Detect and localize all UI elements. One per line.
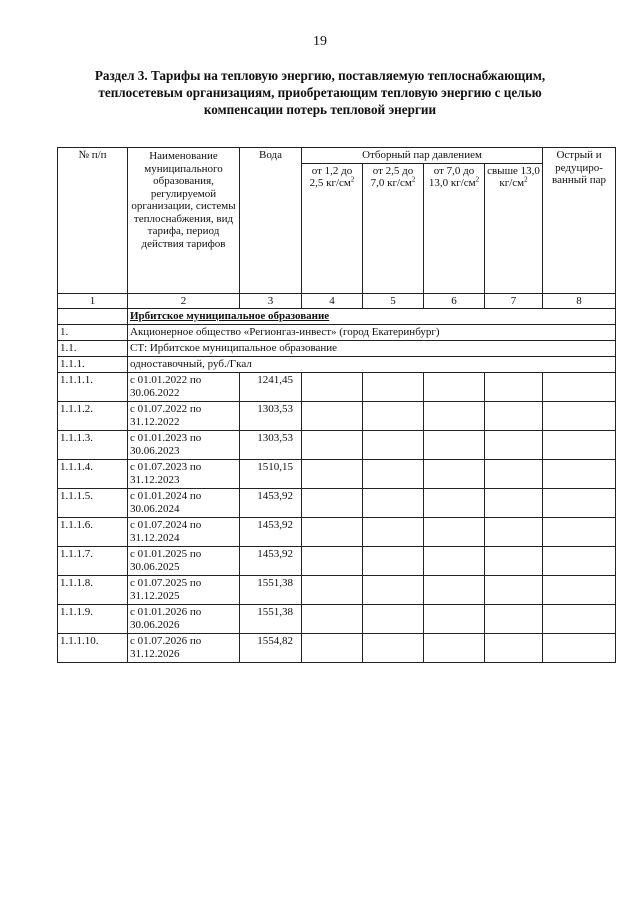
row-period: с 01.01.2026 по 30.06.2026 — [128, 605, 240, 634]
row-num: 1.1.1.3. — [58, 431, 128, 460]
row-pressure-2-value — [363, 518, 424, 547]
row-pressure-1-value — [302, 518, 363, 547]
row-pressure-4-value — [485, 547, 543, 576]
row-pressure-2-value — [363, 576, 424, 605]
heading-line-3: компенсации потерь тепловой энергии — [203, 102, 437, 117]
row-num: 1.1.1.8. — [58, 576, 128, 605]
heading-line-1: Раздел 3. Тарифы на тепловую энергию, поставляемую теплоснабжающим, — [94, 68, 546, 83]
row-sharp-steam-value — [543, 460, 616, 489]
tariff-type-num: 1.1.1. — [58, 357, 128, 373]
table-row — [58, 576, 616, 605]
row-sharp-steam-value — [543, 605, 616, 634]
row-sharp-steam-value — [543, 431, 616, 460]
row-sharp-steam-value — [543, 547, 616, 576]
row-pressure-1-value — [302, 460, 363, 489]
row-pressure-1-value — [302, 605, 363, 634]
header-steam-group: Отборный пар давлением — [302, 148, 543, 164]
system-row — [58, 341, 616, 357]
row-pressure-3-value — [424, 431, 485, 460]
row-pressure-1-value — [302, 431, 363, 460]
row-pressure-2-value — [363, 547, 424, 576]
organization-row — [58, 325, 616, 341]
system-name: СТ: Ирбитское муниципальное образование — [128, 341, 616, 357]
row-sharp-steam-value — [543, 489, 616, 518]
table-row — [58, 373, 616, 402]
row-pressure-4-value — [485, 431, 543, 460]
organization-name: Акционерное общество «Регионгаз-инвест» (город Екатеринбург) — [128, 325, 616, 341]
section-title: Ирбитское муниципальное образование — [128, 309, 616, 325]
row-pressure-3-value — [424, 373, 485, 402]
col-number: 4 — [302, 293, 363, 309]
row-sharp-steam-value — [543, 518, 616, 547]
row-pressure-1-value — [302, 489, 363, 518]
row-num: 1.1.1.10. — [58, 634, 128, 663]
row-pressure-4-value — [485, 460, 543, 489]
col-number: 2 — [128, 293, 240, 309]
row-pressure-2-value — [363, 460, 424, 489]
row-pressure-3-value — [424, 518, 485, 547]
row-water-value: 1303,53 — [240, 431, 302, 460]
row-sharp-steam-value — [543, 402, 616, 431]
row-sharp-steam-value — [543, 634, 616, 663]
row-sharp-steam-value — [543, 373, 616, 402]
row-water-value: 1303,53 — [240, 402, 302, 431]
row-period: с 01.01.2022 по 30.06.2022 — [128, 373, 240, 402]
row-period: с 01.07.2023 по 31.12.2023 — [128, 460, 240, 489]
row-water-value: 1554,82 — [240, 634, 302, 663]
page-number: 19 — [313, 34, 327, 49]
row-water-value: 1453,92 — [240, 518, 302, 547]
system-num: 1.1. — [58, 341, 128, 357]
header-pressure-3: от 7,0 до 13,0 $кг/см^2$ — [424, 163, 485, 293]
row-pressure-3-value — [424, 634, 485, 663]
table-row — [58, 518, 616, 547]
table-row — [58, 634, 616, 663]
col-number: 8 — [543, 293, 616, 309]
header-pressure-1: от 1,2 до 2,5 $кг/см^2$ — [302, 163, 363, 293]
heading-line-2: теплосетевым организациям, приобретающим тепловую энергию с целью — [98, 85, 542, 100]
row-pressure-3-value — [424, 402, 485, 431]
header-pressure-2: от 2,5 до 7,0 $кг/см^2$ — [363, 163, 424, 293]
row-pressure-4-value — [485, 518, 543, 547]
row-num: 1.1.1.5. — [58, 489, 128, 518]
row-pressure-1-value — [302, 547, 363, 576]
row-pressure-4-value — [485, 634, 543, 663]
header-pressure-4: свыше 13,0 $кг/см^2$ — [485, 163, 543, 293]
col-number: 6 — [424, 293, 485, 309]
row-pressure-4-value — [485, 373, 543, 402]
row-pressure-4-value — [485, 489, 543, 518]
table-row — [58, 431, 616, 460]
row-pressure-1-value — [302, 634, 363, 663]
row-num: 1.1.1.6. — [58, 518, 128, 547]
row-pressure-2-value — [363, 373, 424, 402]
row-pressure-3-value — [424, 605, 485, 634]
row-pressure-1-value — [302, 576, 363, 605]
table-row — [58, 605, 616, 634]
row-pressure-4-value — [485, 605, 543, 634]
row-pressure-1-value — [302, 373, 363, 402]
row-period: с 01.07.2025 по 31.12.2025 — [128, 576, 240, 605]
row-pressure-2-value — [363, 431, 424, 460]
header-name: Наименование муниципального образования, регулируемой организации, системы теплоснабжения, вид тарифа, период действия тарифов — [128, 148, 240, 294]
table-row — [58, 460, 616, 489]
row-period: с 01.01.2024 по 30.06.2024 — [128, 489, 240, 518]
tariff-type-row — [58, 357, 616, 373]
row-pressure-2-value — [363, 402, 424, 431]
col-number: 3 — [240, 293, 302, 309]
tariff-type: одноставочный, руб./Гкал — [128, 357, 616, 373]
organization-num: 1. — [58, 325, 128, 341]
row-num: 1.1.1.1. — [58, 373, 128, 402]
table-row — [58, 489, 616, 518]
row-water-value: 1551,38 — [240, 605, 302, 634]
row-num: 1.1.1.2. — [58, 402, 128, 431]
row-period: с 01.01.2025 по 30.06.2025 — [128, 547, 240, 576]
row-pressure-1-value — [302, 402, 363, 431]
table-row — [58, 547, 616, 576]
row-pressure-3-value — [424, 547, 485, 576]
row-num: 1.1.1.7. — [58, 547, 128, 576]
row-water-value: 1551,38 — [240, 576, 302, 605]
row-water-value: 1241,45 — [240, 373, 302, 402]
header-num: № п/п — [58, 148, 128, 294]
row-water-value: 1453,92 — [240, 547, 302, 576]
section-heading — [70, 67, 570, 118]
row-pressure-3-value — [424, 460, 485, 489]
row-pressure-2-value — [363, 634, 424, 663]
row-water-value: 1510,15 — [240, 460, 302, 489]
tariff-table — [57, 147, 616, 663]
table-row — [58, 402, 616, 431]
header-sharp-steam: Острый и редуциро-ванный пар — [543, 148, 616, 294]
row-water-value: 1453,92 — [240, 489, 302, 518]
row-num: 1.1.1.9. — [58, 605, 128, 634]
row-pressure-3-value — [424, 576, 485, 605]
row-pressure-2-value — [363, 605, 424, 634]
row-pressure-3-value — [424, 489, 485, 518]
row-sharp-steam-value — [543, 576, 616, 605]
row-pressure-4-value — [485, 402, 543, 431]
column-number-row — [58, 293, 616, 309]
row-pressure-2-value — [363, 489, 424, 518]
col-number: 5 — [363, 293, 424, 309]
row-num: 1.1.1.4. — [58, 460, 128, 489]
row-pressure-4-value — [485, 576, 543, 605]
row-period: с 01.01.2023 по 30.06.2023 — [128, 431, 240, 460]
row-period: с 01.07.2024 по 31.12.2024 — [128, 518, 240, 547]
col-number: 1 — [58, 293, 128, 309]
header-water: Вода — [240, 148, 302, 294]
row-period: с 01.07.2026 по 31.12.2026 — [128, 634, 240, 663]
col-number: 7 — [485, 293, 543, 309]
row-period: с 01.07.2022 по 31.12.2022 — [128, 402, 240, 431]
section-row — [58, 309, 616, 325]
